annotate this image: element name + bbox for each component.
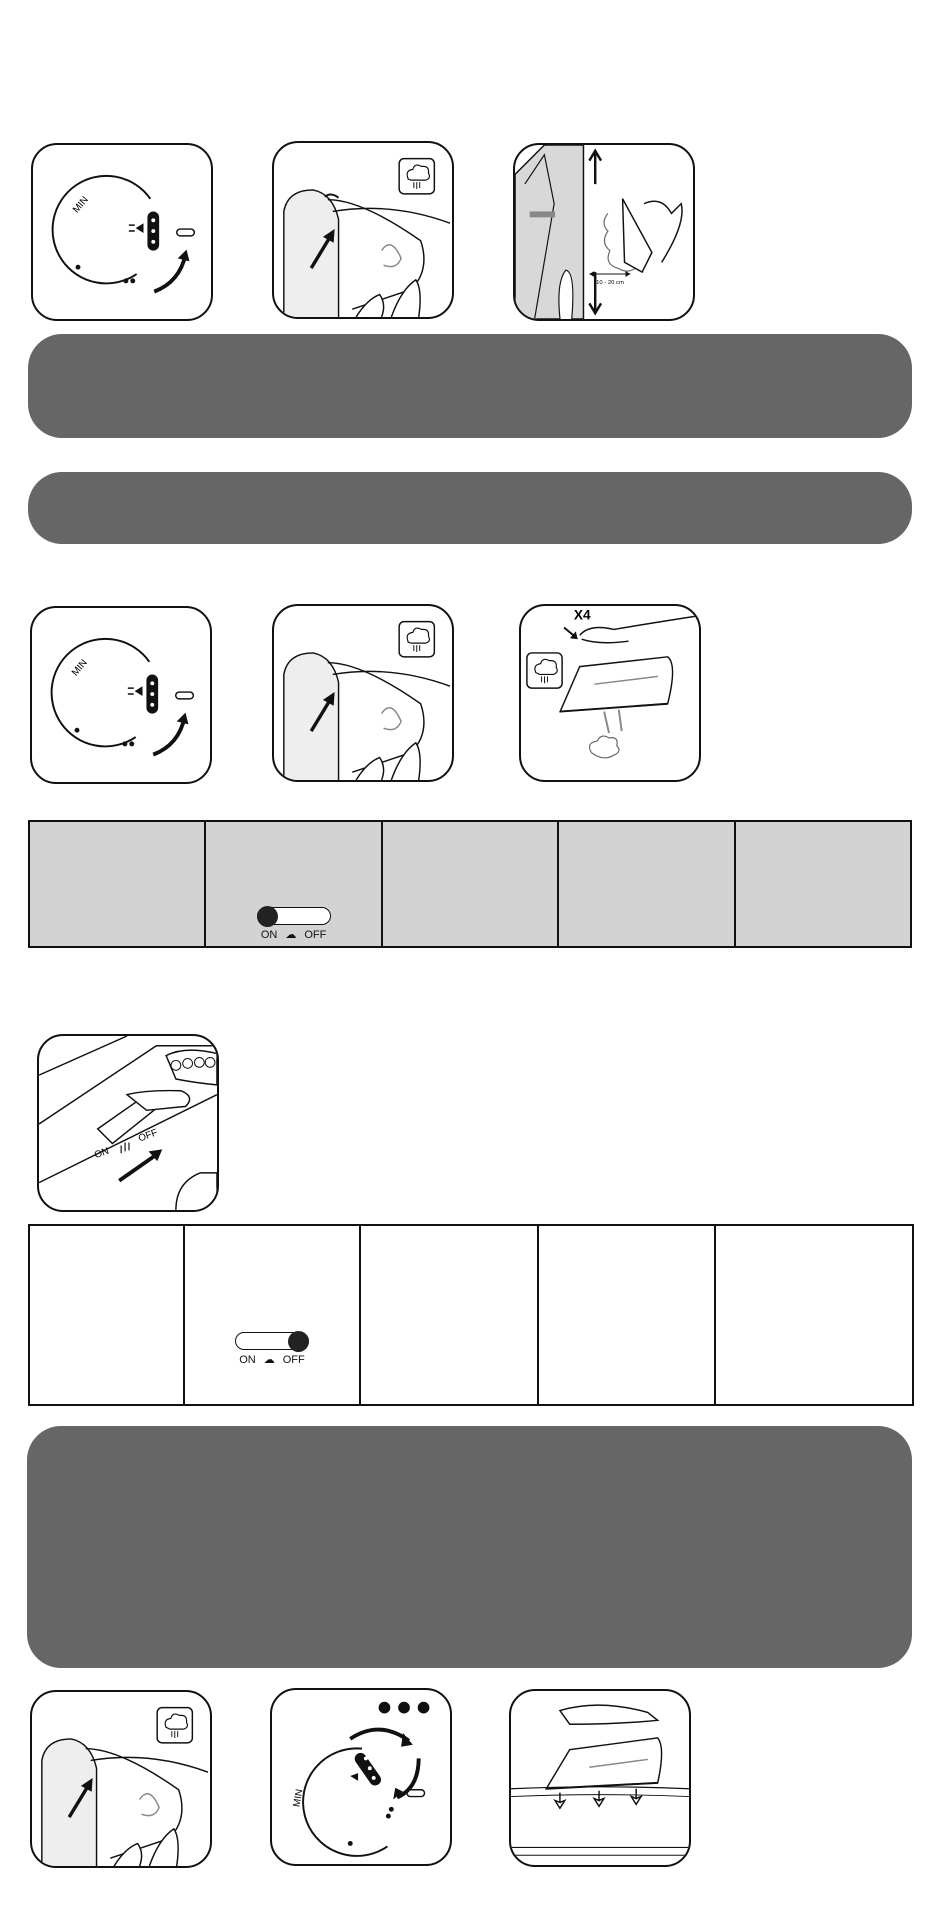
panel-press-steam-button <box>272 141 454 319</box>
shot-of-steam-icon <box>521 606 699 780</box>
repeat-count-label: X4 <box>573 607 591 623</box>
panel-press-steam-button-3 <box>30 1690 212 1868</box>
table-cell <box>29 1225 184 1405</box>
distance-label: 10 - 20 cm <box>596 279 624 286</box>
settings-table-1 <box>28 820 912 948</box>
table-cell <box>382 821 558 947</box>
steam-dial-rotate-icon <box>272 1690 450 1864</box>
steam-switch-off <box>185 1332 359 1366</box>
switch-off-label: OFF <box>136 1127 160 1145</box>
steam-dial-icon <box>33 145 211 319</box>
dial-min-label: MIN <box>69 657 90 679</box>
banner-1 <box>28 334 912 438</box>
dial-min-label: MIN <box>70 194 91 216</box>
banner-2 <box>28 472 912 544</box>
steam-cloud-icon: ☁ <box>263 1354 275 1366</box>
press-steam-button-icon <box>274 606 452 780</box>
table-cell <box>360 1225 538 1405</box>
switch-on-label: ON <box>93 1145 111 1162</box>
table-cell <box>538 1225 715 1405</box>
table-row <box>29 1225 913 1405</box>
slide-switch-icon <box>39 1036 217 1210</box>
panel-vertical-steam-garment <box>513 143 695 321</box>
table-cell <box>29 821 205 947</box>
switch-off-label: OFF <box>282 1353 305 1366</box>
panel-iron-resting <box>509 1689 691 1867</box>
panel-shot-of-steam-x4 <box>519 604 701 782</box>
table-cell <box>558 821 734 947</box>
settings-table-2 <box>28 1224 914 1406</box>
switch-on-label: ON <box>239 1353 256 1366</box>
steam-switch-on <box>206 907 380 941</box>
switch-knob <box>257 906 278 927</box>
banner-3 <box>27 1426 912 1668</box>
steam-cloud-icon: ☁ <box>285 929 297 941</box>
panel-slide-switch-off <box>37 1034 219 1212</box>
slider-switch <box>257 907 331 925</box>
table-row <box>29 821 911 947</box>
table-cell <box>715 1225 913 1405</box>
panel-dial-rotate <box>270 1688 452 1866</box>
steam-dial-icon <box>32 608 210 782</box>
dial-min-label: MIN <box>291 1788 306 1808</box>
press-steam-button-icon <box>32 1692 210 1866</box>
table-cell <box>205 821 381 947</box>
panel-press-steam-button-2 <box>272 604 454 782</box>
table-cell <box>735 821 911 947</box>
switch-off-label: OFF <box>304 928 327 941</box>
panel-dial-steam-max <box>31 143 213 321</box>
slider-switch <box>235 1332 309 1350</box>
press-steam-button-icon <box>274 143 452 317</box>
vertical-steaming-icon <box>515 145 693 319</box>
panel-dial-steam-max-2 <box>30 606 212 784</box>
switch-on-label: ON <box>260 928 278 941</box>
iron-on-board-icon <box>511 1691 689 1865</box>
switch-knob <box>288 1331 309 1352</box>
table-cell <box>184 1225 360 1405</box>
